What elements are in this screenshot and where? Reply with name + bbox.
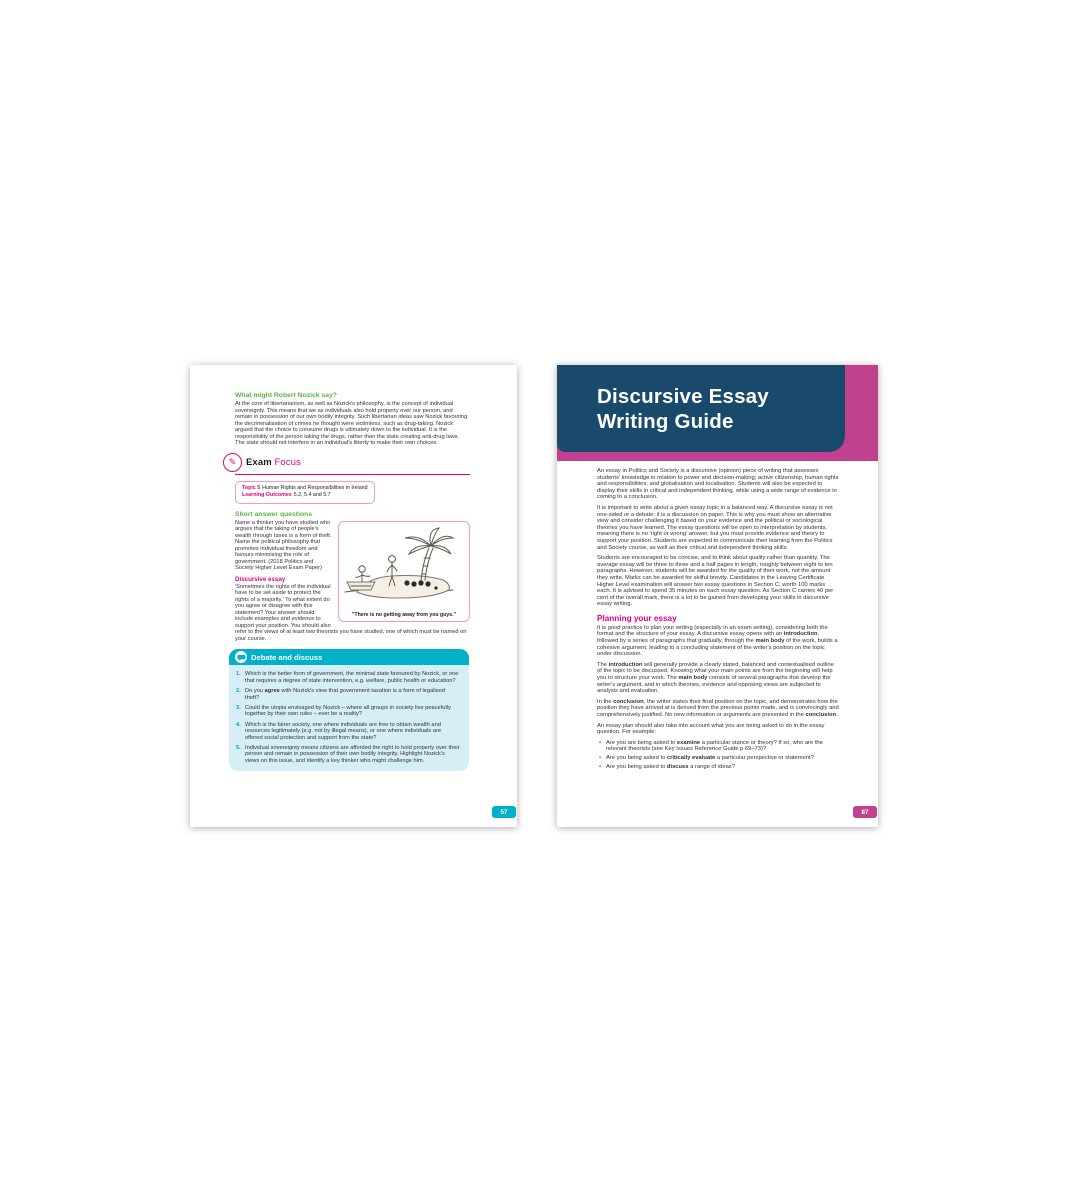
page-number-badge-right: 87 bbox=[853, 806, 877, 818]
topic-line bbox=[242, 485, 368, 493]
topic-text: Human Rights and Responsibilities in Ireland bbox=[262, 484, 368, 491]
nozick-paragraph: At the core of libertarianism, as well as Nozick's philosophy, is the concept of individual sovereignty. This means that we as individuals also hold property over our person, and remain in possession of our own bodily integrity. Such libertarian ideas saw Nozick favouring the decriminalisation of crimes he thought were victimless, such as drug-taking. Nozick argued that the choice to consume drugs is ultimately down to the individual. It is the responsibility of the person taking the drugs, rather than the state creating anti-drug laws. The state should not interfere in an individual's liberty to make their own choices. bbox=[235, 401, 468, 446]
page-number-badge-left: 57 bbox=[492, 806, 516, 818]
chapter-title-line2: Writing Guide bbox=[597, 409, 734, 433]
speech-bubble-icon bbox=[235, 651, 247, 663]
discursive-essay-heading: Discursive essay bbox=[235, 575, 286, 583]
exam-label-light: Focus bbox=[274, 456, 301, 468]
bullet-marker: • bbox=[599, 739, 602, 746]
debate-item bbox=[236, 722, 460, 741]
planning-heading: Planning your essay bbox=[597, 613, 677, 623]
exam-focus-title bbox=[246, 457, 301, 468]
debate-item-text: Which is the fairer society, one where individuals are free to obtain wealth and resources legitimately (e.g. not by illegal means), or one where individuals are offered social protection and support from the state? bbox=[245, 721, 441, 741]
debate-item-text: Which is the better form of government, the minimal state favoured by Nozick, or one that requires a degree of state intervention, e.g. welfare, public health or education? bbox=[245, 671, 459, 684]
bullet-item bbox=[599, 764, 840, 771]
planning-paragraph: The introduction will generally provide a clearly stated, balanced and contextualised outline of the topic to be discussed. Knowing what your main points are from the beginning will help you to structure your work. The main body consists of several paragraphs that develop the writer's argument, and in which theories, evidence and opposing views are subjected to analysis and evaluation. bbox=[597, 661, 834, 695]
left-page bbox=[190, 365, 517, 827]
exam-focus-divider bbox=[235, 474, 470, 475]
learning-outcomes-label: Learning Outcomes bbox=[242, 492, 292, 499]
left-page-content bbox=[190, 365, 517, 771]
desert-island-cartoon bbox=[343, 526, 455, 610]
exam-focus-header bbox=[223, 453, 470, 472]
right-page-content bbox=[557, 461, 878, 770]
bullet-text: Are you are being asked to examine a particular stance or theory? If so, who are the relevant theorists (see Key Issues Reference Guide p.69–73)? bbox=[606, 739, 823, 753]
debate-item-number: 5. bbox=[236, 745, 241, 752]
debate-item bbox=[236, 671, 460, 684]
learning-outcomes-text: 5.2, 5.4 and 5.7 bbox=[293, 492, 331, 499]
essay-question-bullets bbox=[599, 740, 840, 770]
debate-item bbox=[236, 705, 460, 718]
debate-item bbox=[236, 745, 460, 764]
debate-item-text: Do you agree with Nozick's view that government taxation is a form of legalised theft? bbox=[245, 688, 445, 701]
intro-paragraph: Students are encouraged to be concise, and to think about quality rather than quantity. The average essay will be three to three and a half pages in length, roughly between eight to ten paragraphs. However, students will be awarded for the quality of their work, not the amount they write. Marks can be awarded for skilful brevity. Candidates in the Leaving Certificate Higher Level examination will answer two essay questions in Section C, worth 100 marks each. It is advised to spend 35 minutes on each essay question. As Section C carries 40 per cent of the overall mark, there is a lot to be gained from developing your skills in discursive essay writing. bbox=[597, 555, 834, 608]
planning-paragraph: It is good practice to plan your writing (especially in an exam setting), considering both the format and the structure of your essay. A discursive essay opens with an introduction, followed by a series of paragraphs that gradually, through the main body of the work, builds a cohesive argument, leading to a concluding statement of the writer's position on the topic under discussion. bbox=[597, 624, 838, 658]
chapter-title-panel bbox=[557, 365, 845, 452]
bullet-marker: • bbox=[599, 763, 602, 770]
topic-label: Topic 5 bbox=[242, 484, 261, 491]
debate-item-number: 2. bbox=[236, 688, 241, 695]
nozick-heading: What might Robert Nozick say? bbox=[235, 392, 337, 399]
debate-item-number: 1. bbox=[236, 671, 241, 678]
exam-label-bold: Exam bbox=[246, 456, 272, 468]
debate-and-discuss-box bbox=[229, 649, 469, 771]
planning-paragraph: In the conclusion, the writer states their final position on the topic, and demonstrates how the position they have arrived at is derived from the previous points made, and is convincingly and comprehensively justified. No new information or arguments are presented in the conclusion. bbox=[597, 698, 839, 718]
debate-item-text: Individual sovereignty means citizens are afforded the right to hold property over their person and remain in possession of their own bodily integrity. Highlight Nozick's views on this issue, and identify a key thinker who might challenge him. bbox=[245, 745, 460, 764]
cartoon-panel bbox=[338, 521, 470, 622]
debate-heading: Debate and discuss bbox=[251, 652, 323, 662]
learning-outcomes-line bbox=[242, 492, 368, 500]
debate-item-number: 4. bbox=[236, 721, 241, 728]
discursive-essay-paragraph: 'Sometimes the rights of the individual have to be set aside to protect the rights of a majority.' To what extent do you agree or disagree with this statement? Your answer should include examples and evidence to support your position. You should also refer to the views of at least two theorists you have studied, one of which must be named on your course. bbox=[235, 583, 467, 642]
debate-header bbox=[229, 649, 469, 665]
bullet-text: Are you being asked to discuss a range of ideas? bbox=[606, 763, 735, 770]
short-answer-heading: Short answer questions bbox=[235, 510, 313, 518]
right-page bbox=[557, 365, 878, 827]
bullet-item bbox=[599, 755, 840, 762]
cartoon-caption: "There is no getting away from you guys." bbox=[351, 611, 457, 618]
bullet-text: Are you being asked to critically evaluate a particular perspective or statement? bbox=[606, 754, 814, 761]
debate-item bbox=[236, 688, 460, 701]
bullet-marker: • bbox=[599, 754, 602, 761]
pencil-icon: ✎ bbox=[223, 453, 242, 472]
debate-item-number: 3. bbox=[236, 705, 241, 712]
intro-paragraph: It is important to write about a given essay topic in a balanced way. A discursive essay is not one-sided or a debate; it is a discussion on paper. This is why you must show an alternative view and consider challenging it based on your evidence and the political or sociological theories you have learned. The essay questions will be open to interpretation by students, meaning there is no 'right or wrong' answer, but you must provide evidence and theory to support your position. Students are expected to communicate their learning from the Politics and Society course, as well as their critical and independent thinking skills. bbox=[597, 504, 833, 551]
intro-paragraph: An essay in Politics and Society is a discursive (opinion) piece of writing that assesses students' knowledge in relation to power and decision-making; active citizenship; human rights and responsibilities; and globalisation and localisation. Students will also be expected to display their skills in critical and independent thinking, while using a wide range of evidence in coming to a conclusion. bbox=[597, 468, 839, 501]
topic-box bbox=[235, 481, 375, 504]
debate-body bbox=[229, 665, 469, 771]
chapter-header bbox=[557, 365, 878, 461]
short-answer-paragraph: Name a thinker you have studied who argues that the taking of people's wealth through taxes is a form of theft. Name the political philosophy that promotes individual freedom and favours minimising the role of government. (2018 Politics and Society Higher Level Exam Paper) bbox=[235, 519, 332, 572]
debate-item-text: Could the utopia envisaged by Nozick – where all groups in society live peacefully together by their own rules – ever be a reality? bbox=[245, 705, 451, 718]
chapter-title-line1: Discursive Essay bbox=[597, 384, 769, 408]
short-answer-section bbox=[235, 511, 470, 643]
bullet-item bbox=[599, 740, 840, 753]
essay-plan-paragraph: An essay plan should also take into account what you are being asked to do in the essay question. For example: bbox=[597, 722, 825, 736]
